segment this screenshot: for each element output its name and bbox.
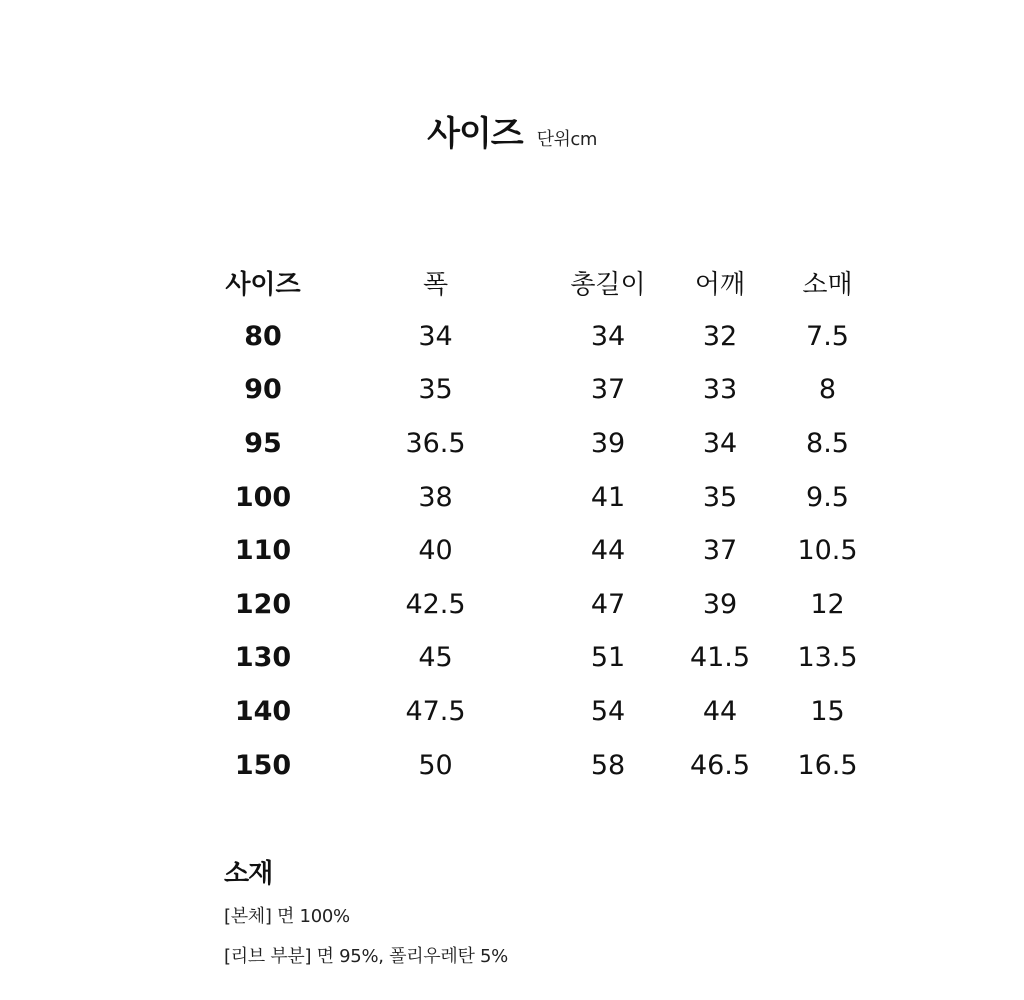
cell-sleeve: 15 [810,696,845,728]
table-row [209,470,877,524]
material-body-line: [본체] 면 100% [224,906,350,927]
table-row [209,578,877,632]
unit-label: 단위cm [536,129,597,150]
cell-shoulder: 33 [702,374,738,406]
table-row [209,524,877,578]
cell-sleeve: 9.5 [806,481,849,513]
cell-sleeve: 10.5 [797,535,858,567]
cell-size: 140 [234,696,292,728]
cell-width: 36.5 [405,428,466,460]
header-total-length: 총길이 [570,270,646,301]
cell-sleeve: 12 [810,588,845,620]
cell-sleeve: 7.5 [806,320,849,352]
cell-shoulder: 35 [702,481,738,513]
material-title: 소재 [224,859,273,889]
cell-size: 95 [244,428,282,460]
table-row [209,417,877,471]
cell-shoulder: 37 [702,535,738,567]
header-sleeve: 소매 [802,270,853,301]
cell-total-length: 37 [590,374,626,406]
cell-total-length: 39 [590,428,626,460]
cell-width: 35 [418,374,453,406]
material-rib-line: [리브 부분] 면 95%, 폴리우레탄 5% [224,946,508,967]
cell-shoulder: 32 [702,320,738,352]
cell-sleeve: 8 [818,374,837,406]
cell-size: 90 [244,374,282,406]
table-row [209,363,877,417]
cell-size: 120 [234,588,292,620]
material-section [224,853,508,982]
cell-width: 34 [418,320,453,352]
cell-shoulder: 41.5 [689,642,751,674]
cell-total-length: 44 [590,535,626,567]
cell-shoulder: 44 [702,696,738,728]
page-title: 사이즈 [427,114,523,154]
cell-width: 47.5 [405,696,466,728]
table-row [209,631,877,685]
cell-width: 50 [418,749,453,781]
cell-width: 45 [418,642,453,674]
cell-size: 150 [234,749,292,781]
cell-width: 40 [418,535,453,567]
cell-shoulder: 34 [702,428,738,460]
cell-sleeve: 16.5 [797,749,858,781]
size-table [209,256,877,792]
cell-size: 80 [244,320,282,352]
cell-shoulder: 46.5 [689,749,751,781]
header-width: 폭 [422,270,449,301]
table-header-row [209,256,877,310]
cell-size: 130 [234,642,292,674]
cell-total-length: 51 [590,642,626,674]
cell-total-length: 41 [590,481,626,513]
cell-width: 42.5 [405,588,466,620]
cell-sleeve: 8.5 [806,428,849,460]
cell-total-length: 54 [590,696,626,728]
table-row [209,685,877,739]
table-row [209,738,877,792]
cell-total-length: 47 [590,588,626,620]
table-row [209,310,877,364]
cell-width: 38 [418,481,453,513]
header-size: 사이즈 [225,270,301,301]
header-shoulder: 어깨 [694,270,746,301]
cell-size: 100 [234,481,292,513]
cell-sleeve: 13.5 [797,642,858,674]
cell-shoulder: 39 [702,588,738,620]
cell-size: 110 [234,535,292,567]
cell-total-length: 34 [590,320,626,352]
size-heading [0,106,1024,155]
cell-total-length: 58 [590,749,626,781]
